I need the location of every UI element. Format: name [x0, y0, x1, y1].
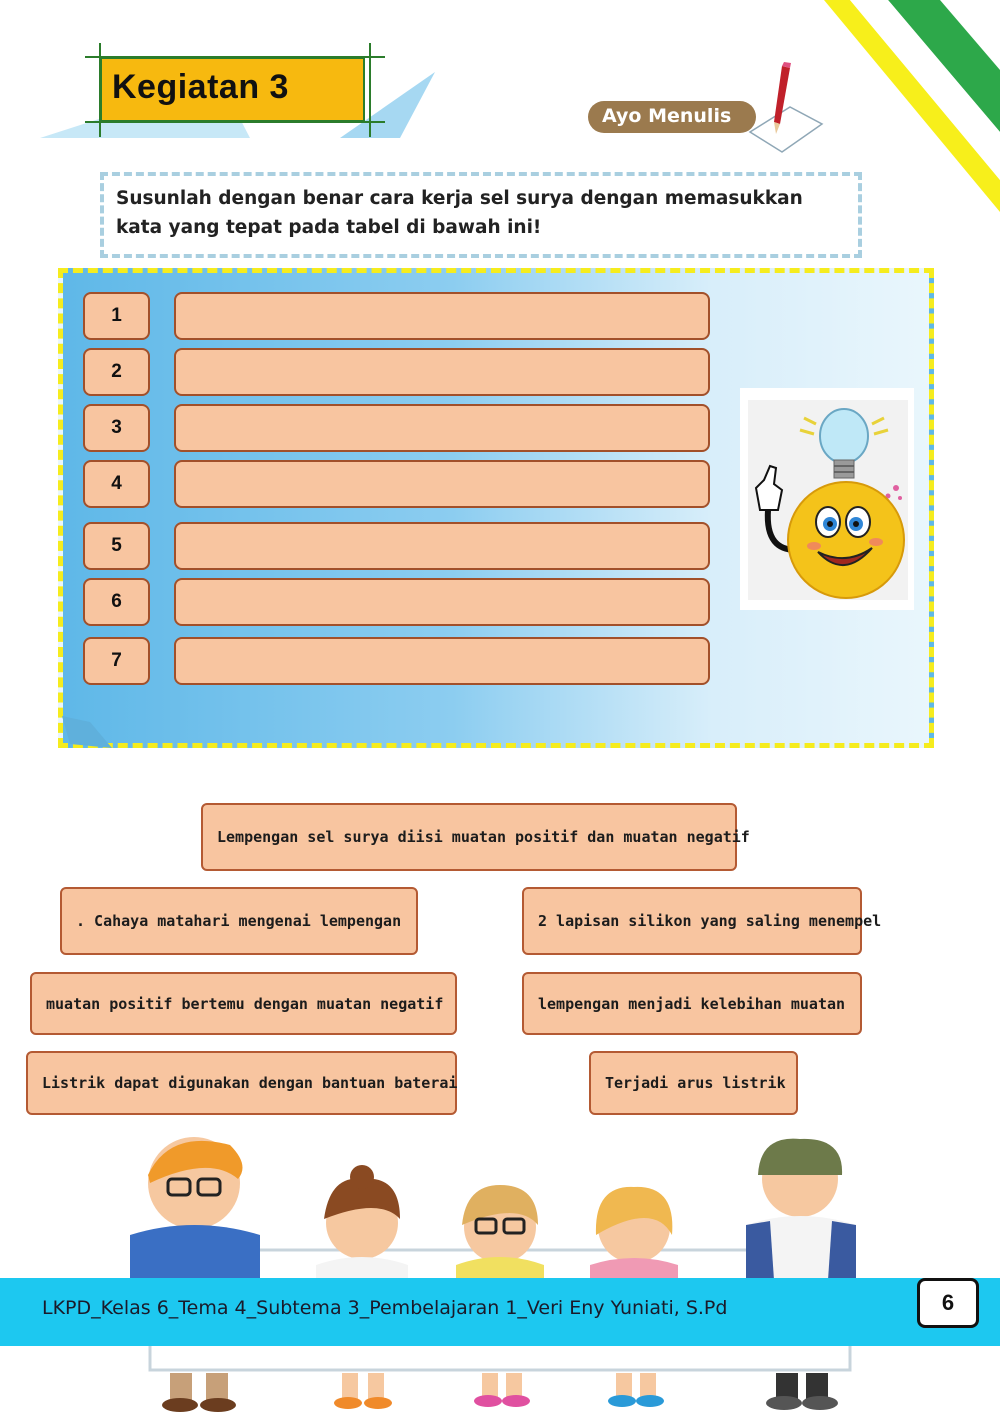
row-number: 4 — [83, 460, 150, 508]
row-number: 5 — [83, 522, 150, 570]
instruction-text: Susunlah dengan benar cara kerja sel surya dengan memasukkan kata yang tepat pada tabel di bawah ini! — [116, 188, 803, 238]
word-card[interactable]: 2 lapisan silikon yang saling menempel — [522, 887, 862, 955]
word-card[interactable]: Terjadi arus listrik — [589, 1051, 798, 1115]
row-number: 2 — [83, 348, 150, 396]
word-card[interactable]: . Cahaya matahari mengenai lempengan — [60, 887, 418, 955]
answer-slot-4[interactable] — [174, 460, 710, 508]
row-number: 7 — [83, 637, 150, 685]
row-number: 6 — [83, 578, 150, 626]
answer-slot-5[interactable] — [174, 522, 710, 570]
activity-title: Kegiatan 3 — [112, 68, 289, 106]
panel-corner-fold — [62, 716, 112, 748]
answer-slot-2[interactable] — [174, 348, 710, 396]
pencil-icon — [740, 62, 825, 154]
ayo-menulis-label: Ayo Menulis — [602, 105, 732, 127]
word-card[interactable]: Lempengan sel surya diisi muatan positif dan muatan negatif — [201, 803, 737, 871]
row-number: 3 — [83, 404, 150, 452]
children-holding-banner-illustration — [110, 1135, 890, 1413]
word-card[interactable]: muatan positif bertemu dengan muatan negatif — [30, 972, 457, 1035]
word-card[interactable]: lempengan menjadi kelebihan muatan — [522, 972, 862, 1035]
answer-slot-7[interactable] — [174, 637, 710, 685]
row-number: 1 — [83, 292, 150, 340]
page-number: 6 — [917, 1278, 979, 1328]
answer-slot-3[interactable] — [174, 404, 710, 452]
answer-slot-6[interactable] — [174, 578, 710, 626]
answer-slot-1[interactable] — [174, 292, 710, 340]
footer-credit: LKPD_Kelas 6_Tema 4_Subtema 3_Pembelajaran 1_Veri Eny Yuniati, S.Pd — [42, 1297, 728, 1319]
word-card[interactable]: Listrik dapat digunakan dengan bantuan baterai — [26, 1051, 457, 1115]
lightbulb-smiley-icon — [748, 400, 908, 600]
